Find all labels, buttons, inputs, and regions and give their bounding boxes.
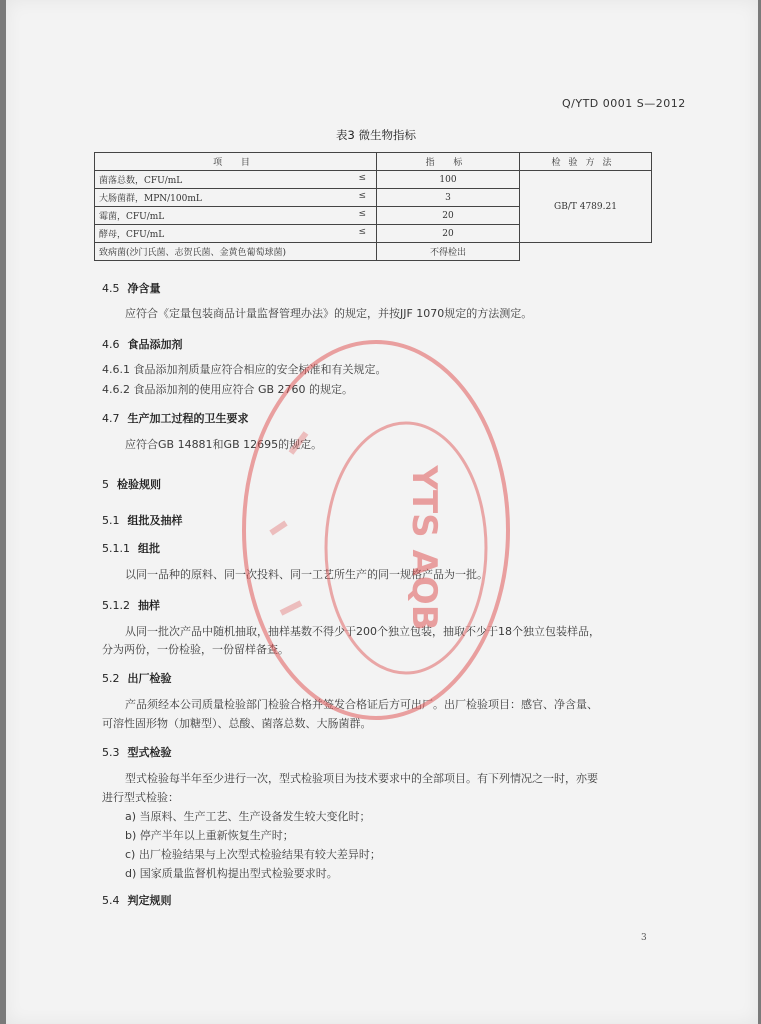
list-item: c) 出厂检验结果与上次型式检验结果有较大差异时；	[125, 848, 381, 861]
row-limit: 100	[377, 171, 520, 189]
section-heading: 4.6 食品添加剂	[102, 338, 183, 351]
paragraph: 应符合GB 14881和GB 12695的规定。	[125, 438, 323, 451]
row-operator: ≤	[358, 227, 366, 237]
paragraph: 应符合《定量包装商品计量监督管理办法》的规定，并按JJF 1070规定的方法测定。	[125, 307, 533, 320]
paragraph: 4.6.1 食品添加剂质量应符合相应的安全标准和有关规定。	[102, 363, 387, 376]
section-heading: 4.7 生产加工过程的卫生要求	[102, 412, 249, 425]
row-limit: 20	[377, 207, 520, 225]
standard-code: Q/YTD 0001 S—2012	[562, 97, 686, 110]
section-heading: 5.1 组批及抽样	[102, 514, 183, 527]
paragraph: 以同一品种的原料、同一次投料、同一工艺所生产的同一规格产品为一批。	[125, 568, 488, 581]
row-operator: ≤	[358, 173, 366, 183]
svg-text:YTS AQB: YTS AQB	[404, 465, 444, 631]
paragraph: 进行型式检验：	[102, 791, 179, 804]
row-item: 致病菌(沙门氏菌、志贺氏菌、金黄色葡萄球菌)	[99, 248, 287, 258]
row-operator: ≤	[358, 209, 366, 219]
section-heading: 5.4 判定规则	[102, 894, 172, 907]
row-item: 大肠菌群，MPN/100mL	[99, 194, 202, 204]
header-limit: 指 标	[377, 153, 520, 171]
list-item: d) 国家质量监督机构提出型式检验要求时。	[125, 867, 338, 880]
list-item: b) 停产半年以上重新恢复生产时；	[125, 829, 294, 842]
paragraph: 可溶性固形物（加糖型）、总酸、菌落总数、大肠菌群。	[102, 717, 372, 730]
table-caption: 表3 微生物指标	[336, 128, 416, 142]
table-header-row	[95, 153, 652, 171]
row-item: 菌落总数，CFU/mL	[99, 176, 183, 186]
table-row	[95, 171, 652, 189]
paragraph: 4.6.2 食品添加剂的使用应符合 GB 2760 的规定。	[102, 383, 354, 396]
row-limit: 不得检出	[377, 243, 520, 261]
header-item: 项 目	[95, 153, 377, 171]
section-heading: 5.1.1 组批	[102, 542, 160, 555]
row-limit: 3	[377, 189, 520, 207]
row-operator: ≤	[358, 191, 366, 201]
row-item: 霉菌，CFU/mL	[99, 212, 165, 222]
section-heading: 5.2 出厂检验	[102, 672, 172, 685]
paragraph: 从同一批次产品中随机抽取，抽样基数不得少于200个独立包装，抽取不少于18个独立包装样品，	[125, 625, 600, 638]
paragraph: 分为两份，一份检验，一份留样备查。	[102, 643, 289, 656]
section-heading: 4.5 净含量	[102, 282, 161, 295]
document-page	[6, 0, 758, 1024]
method-cell: GB/T 4789.21	[520, 171, 652, 243]
paragraph: 型式检验每半年至少进行一次，型式检验项目为技术要求中的全部项目。有下列情况之一时，亦要	[125, 772, 598, 785]
row-item: 酵母，CFU/mL	[99, 230, 165, 240]
section-heading: 5 检验规则	[102, 478, 161, 491]
page-number: 3	[641, 933, 647, 943]
section-heading: 5.3 型式检验	[102, 746, 172, 759]
section-heading: 5.1.2 抽样	[102, 599, 160, 612]
list-item: a) 当原料、生产工艺、生产设备发生较大变化时；	[125, 810, 371, 823]
paragraph: 产品须经本公司质量检验部门检验合格并签发合格证后方可出厂。出厂检验项目：感官、净含量、	[125, 698, 598, 711]
row-limit: 20	[377, 225, 520, 243]
table-row	[95, 243, 652, 261]
header-method: 检验方法	[520, 153, 652, 171]
microbiology-table	[94, 152, 652, 261]
